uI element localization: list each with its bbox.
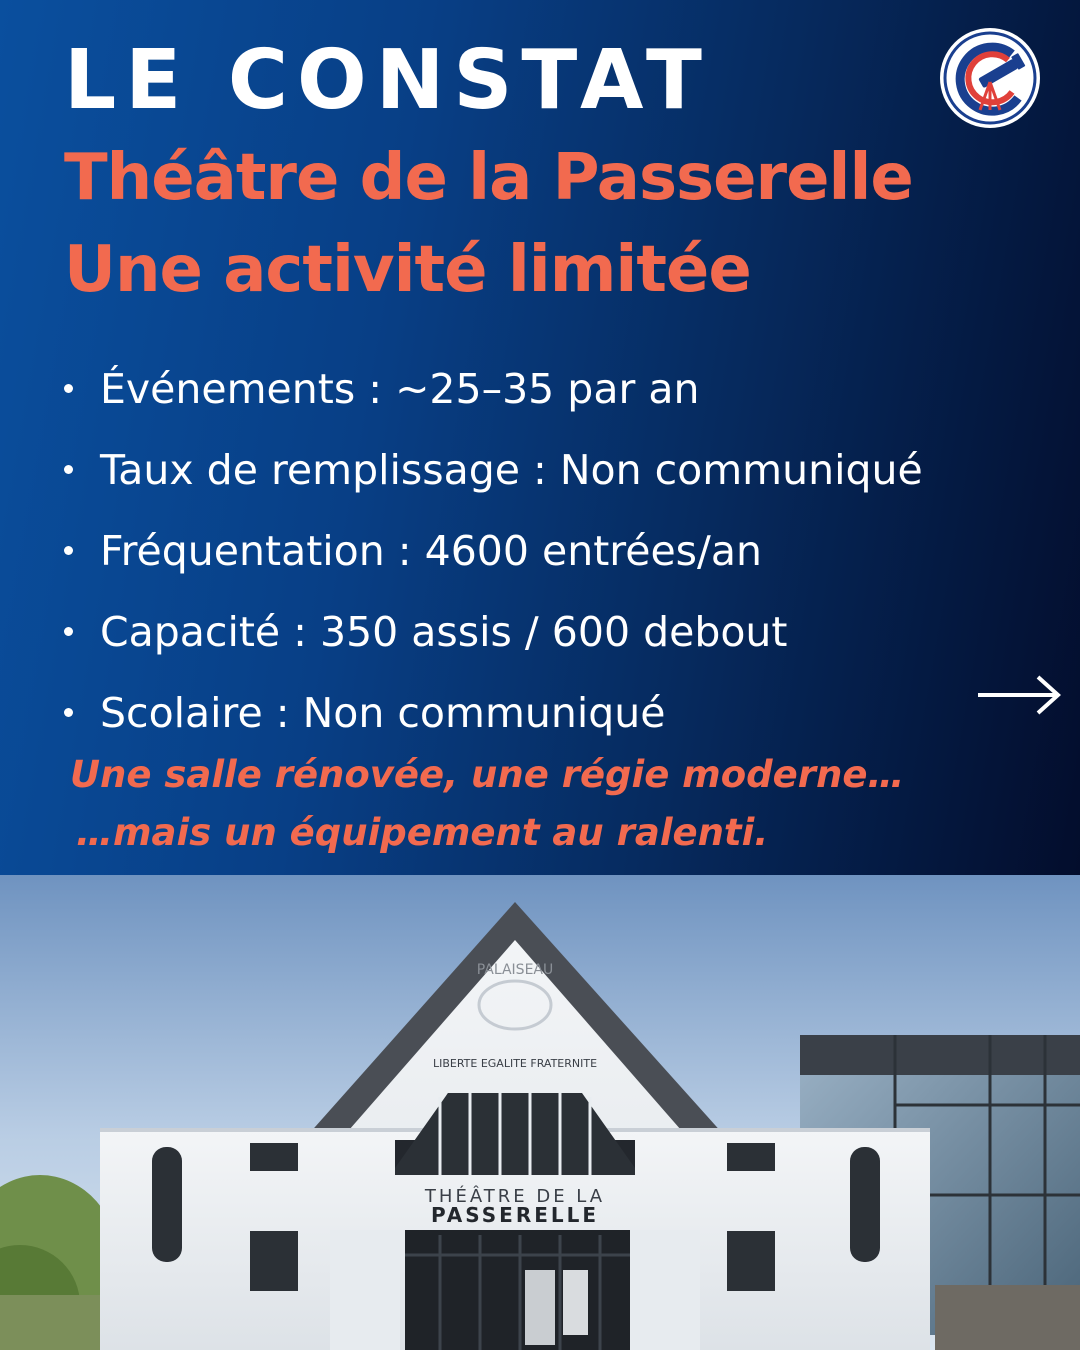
arrow-right-icon[interactable] — [976, 672, 1062, 718]
stat-text: Capacité : 350 assis / 600 debout — [100, 607, 788, 656]
telescope-logo-icon — [938, 26, 1042, 130]
stat-fill-rate — [64, 429, 923, 510]
bullet-icon — [64, 384, 73, 393]
bullet-icon — [64, 627, 73, 636]
stat-text: Événements : ~25–35 par an — [100, 364, 700, 413]
stat-schools — [64, 672, 923, 753]
quote-line-2: …mais un équipement au ralenti. — [76, 811, 769, 854]
stat-text: Scolaire : Non communiqué — [100, 688, 666, 737]
stats-list — [64, 348, 923, 753]
quote-line-1: Une salle rénovée, une régie moderne… — [70, 753, 905, 796]
stat-attendance — [64, 510, 923, 591]
pediment-text: PALAISEAU — [476, 962, 554, 978]
bullet-icon — [64, 465, 73, 474]
stat-capacity — [64, 591, 923, 672]
venue-title: Théâtre de la Passerelle — [64, 141, 913, 215]
bullet-icon — [64, 546, 73, 555]
motto-text: LIBERTE EGALITE FRATERNITE — [432, 1057, 598, 1070]
sign-line-2: PASSERELLE — [430, 1203, 600, 1227]
page-title: LE CONSTAT — [64, 33, 711, 128]
bullet-icon — [64, 708, 73, 717]
stat-events — [64, 348, 923, 429]
stat-text: Taux de remplissage : Non communiqué — [100, 445, 923, 494]
activity-subtitle: Une activité limitée — [64, 233, 751, 307]
stat-text: Fréquentation : 4600 entrées/an — [100, 526, 762, 575]
theatre-photo — [0, 875, 1080, 1350]
sign-line-1: THÉÂTRE DE LA — [424, 1186, 606, 1207]
